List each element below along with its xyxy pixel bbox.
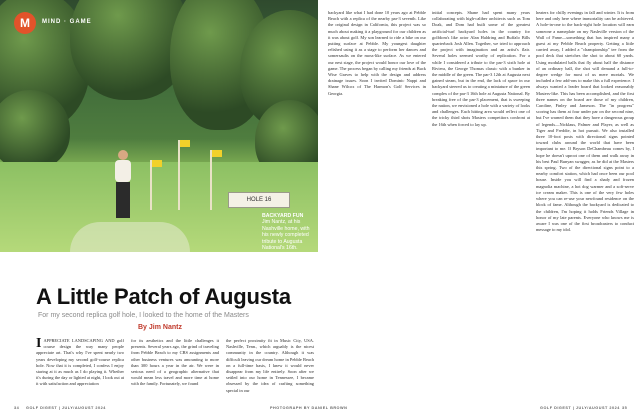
flag-icon [180, 140, 190, 147]
article-column-2: for its aesthetics and the little challenges it presents. Several years ago, the grind of traveling from Pebble Beach to my CBS assignments and other business ventures was amounting to more than 300 hours a year in the air. We were in serious need of a geographic alternative that would mean less travel and more time at home with the family. Fortunately, we found [131, 338, 219, 387]
article-column-5: initial concepts. Shane had spent many years collaborating with high-caliber architects such as Tom Doak, and Dom had built some of the greatest artificial-turf backyard holes in the country for golfdom's like actor Alan Haldring and Buffalo Bills quarterback Josh Allen. Together, we tried to approach the project with imagination and an artist's flair. Several holes seemed worthy of replication. For a while I considered a tribute to the par-3 sixth hole at Riviera, the George Thomas classic with a bunker in the middle of the green. The par-3 12th at Augusta next gained steam, but in the end, the lack of space in our backyard steered us to creating a miniature of the green complex of the par-3 16th hole at Augusta National. By breaking free of the par-3 placement, that is sweeping the nation, we envisioned a hole with a variety of looks and challenges. Each hitting area would reflect one of the tricky third shots Masters competitors confront at the 16th when forced to lay up. [432, 10, 530, 127]
column-text: APPRECIATE LANDSCAPING AND golf course design the way many people appreciate art. That's why I've spent nearly two years developing my second golf-course replica hole. Now that it is completed, I confess I enjoy staring at it as much as I do playing it. Whether it's during the day or lighted at night, I look out at it with satisfaction and appreciation [36, 338, 124, 387]
article-byline: By Jim Nantz [138, 324, 182, 331]
section-badge: M [14, 12, 36, 34]
flag-pole [178, 140, 180, 210]
article-headline: A Little Patch of Augusta [36, 284, 291, 309]
hero-photo [0, 0, 318, 252]
page-number-right: 35 [622, 406, 628, 410]
flag-icon [212, 150, 222, 157]
golfer-figure [112, 150, 134, 220]
article-column-3: the perfect proximity fit in Music City, USA. Nashville, Tenn., which arguably is the nicest community in the country. Although it was difficult leaving our dream home in Pebble Beach on a full-time basis, I knew it would never disappear from my life entirely. Soon after we settled into our home in Tennessee, I became obsessed by the idea of crafting something special in our [226, 338, 314, 393]
article-column-1 [36, 338, 124, 404]
photo-credit: PHOTOGRAPH BY DANIEL BROWN [270, 406, 348, 410]
tree-shape [0, 90, 70, 170]
walkway [70, 222, 190, 252]
drop-cap: I [36, 338, 42, 351]
photo-caption [262, 213, 312, 251]
flag-pole [210, 150, 212, 210]
caption-body: Jim Nantz, at his Nashville home, with his newly completed tribute to Augusta National's 16th. [262, 219, 310, 252]
caption-title: BACKYARD FUN [262, 213, 304, 219]
article-column-6: heaters for chilly evenings in fall and winter. It is from here and only here where immortality can be achieved. A hole-in-one to the back-right hole location will earn someone a nameplate on my Nashville version of the Wall of Fame—something that has inspired many a guest at my Pebble Beach property. Getting a little carried away, I added a "championship" tee from the pool deck that stretches the shot to about 60 yards. Using modulated balls that fly about half the distance of an ordinary ball, the shot will demand a full-to-degree wedge for most of us mere mortals. We included a few add-ons to make this a full experience. I always wanted a leader board that looked reasonably Masters-like. This has been accomplished, and the first three names on the board are those of my children, Caroline, Finley and Jameson. The "in progress" scoring has them at four under par on the second nine, but I've warned them that they have a dangerous group of legends—Nicklaus, Palmer and Player, as well as Tiger and Freddie, in hot pursuit. We also installed three 10-foot posts with directional signs pointed toward clubs around the world that have been important to me. If Bryson DeChambeau comes by, I hope he doesn't uproot one of them and walk away in his best Paul Bunyan swagger, as he did at the Masters this spring. Two of the directional signs point to a nearby comfort station, which had once been our pool house. Inside you will find a shady and frozen magnolia machine, a hot dog warmer and a soft-serve ice cream maker. This is one of the very few holes where you can re-use your newfound residence on the block of fame. Although the backyard is dedicated to the children, I'm hoping it holds Friends Village in honor of my late parents. Everyone who knows me is aware I was one of the first broadcasters to conduct message to my idol. [536, 10, 634, 233]
article-column-4: backyard like what I had done 10 years ago at Pebble Beach with a replica of the nearby par-3 seventh. Like the original design in California, this project was so much about making it a playground for our children as it was about golf. My son learned to ride a bike on our putting surface at Pebble. My youngest daughter relished using it as a stage to perform her dances and somersaults on the moss-like surface. As we entered our nest stage, the project would honor our love of the game. The process began by calling my friends at Buck Wise Graves to help with the design and address drainage issues. Soon I invited Dominic Nappi and Shane Wilcox of The Harmon's Golf Services in Georgia. [328, 10, 426, 96]
flag-icon [152, 160, 162, 167]
article-dek: For my second replica golf hole, I looked to the home of the Masters [38, 312, 249, 319]
leader-board-sign: HOLE 16 [228, 192, 290, 208]
flag-pole [150, 160, 152, 210]
page-number-left: 34 [14, 406, 20, 410]
footer-pub-left: GOLF DIGEST | JULY/AUGUST 2024 [26, 406, 106, 410]
section-label: MIND · GAME [42, 19, 92, 25]
footer-pub-right: GOLF DIGEST | JULY/AUGUST 2024 [540, 406, 620, 410]
